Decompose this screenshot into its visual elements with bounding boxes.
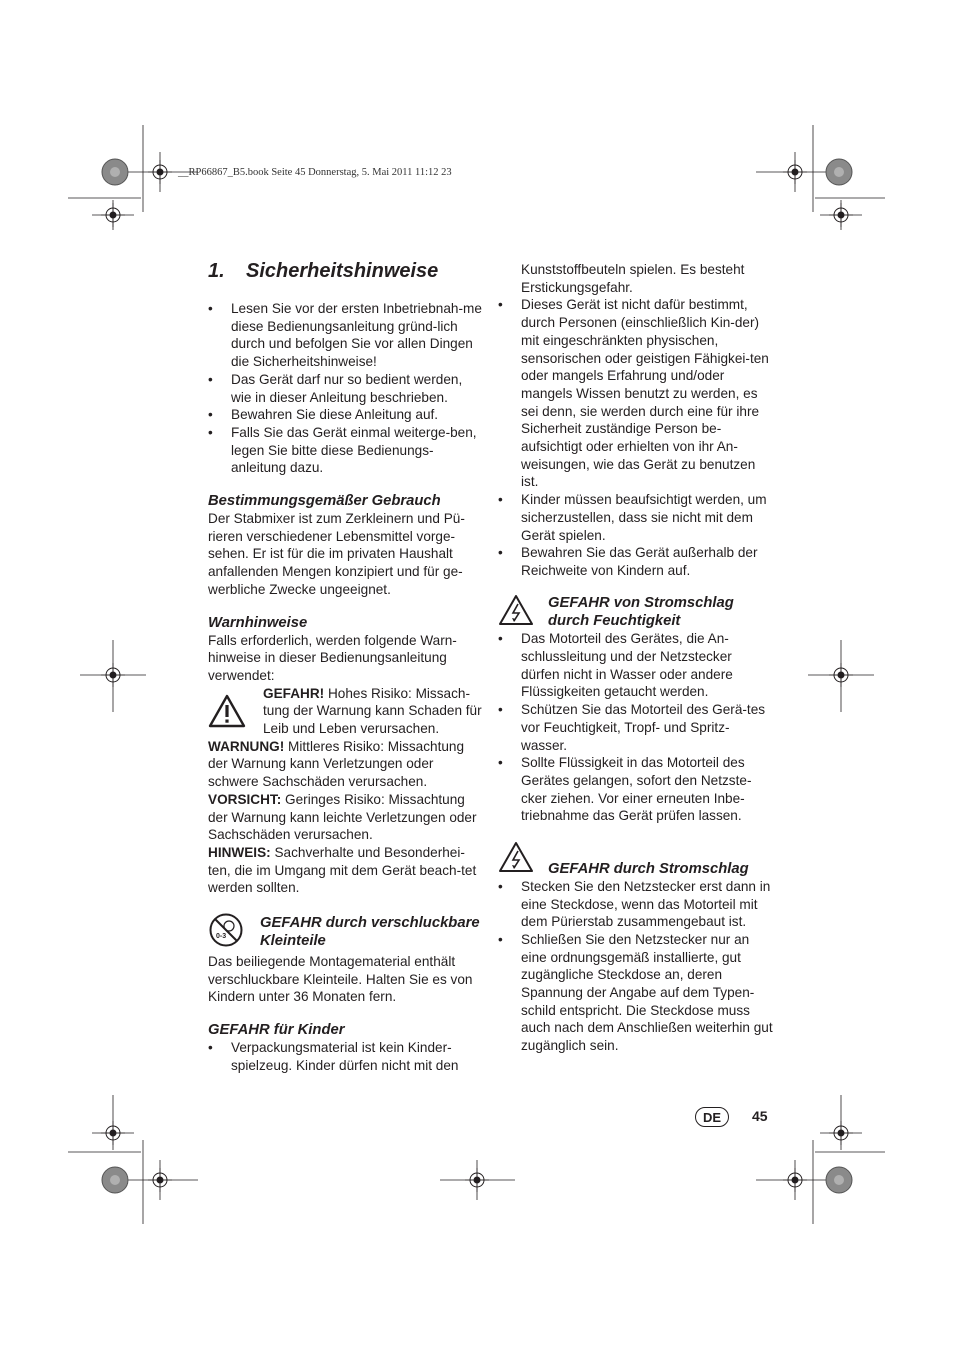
section-title <box>208 258 483 284</box>
list-item: • Kinder müssen beaufsichtigt werden, um sicherzustellen, dass sie nicht mit dem Gerät spielen. <box>498 491 773 544</box>
children-bullet-list <box>498 296 773 579</box>
danger-label: GEFAHR! <box>263 685 325 701</box>
section-title-text: Sicherheitshinweise <box>246 260 439 282</box>
intended-use-heading: Bestimmungsgemäßer Gebrauch <box>208 493 441 510</box>
list-item: • Das Gerät darf nur so bedient werden, wie in dieser Anleitung beschrieben. <box>208 371 483 406</box>
warning-triangle-icon <box>208 685 263 737</box>
list-item: • Sollte Flüssigkeit in das Motorteil des Gerätes gelangen, sofort den Netzste-cker ziehen. Vor einer erneuten Inbe-triebnahme das Gerät prüfen lassen. <box>498 754 773 825</box>
note-label: HINWEIS: <box>208 844 271 860</box>
note-text: Sachverhalte und Besonderhei-ten, die im Umgang mit dem Gerät beach-tet werden sollten. <box>208 844 477 896</box>
moisture-bullet-list <box>498 630 773 825</box>
caution-label: VORSICHT: <box>208 791 282 807</box>
continued-text: Kunststoffbeuteln spielen. Es besteht Erstickungsgefahr. <box>521 262 745 295</box>
shock-heading: GEFAHR durch Stromschlag <box>548 860 749 877</box>
danger-text: Hohes Risiko: Missach-tung der Warnung kann Schaden für Leib und Leben verursachen. <box>263 685 482 737</box>
list-item: • Verpackungsmaterial ist kein Kinder-spielzeug. Kinder dürfen nicht mit den <box>208 1039 483 1074</box>
warnings-intro: Falls erforderlich, werden folgende Warn-hinweise in dieser Bedienungsanleitung verwendet: <box>208 632 457 683</box>
right-column <box>498 261 773 1055</box>
list-item: • Das Motorteil des Gerätes, die An-schlussleitung und der Netzstecker dürfen nicht in Wasser oder andere Flüssigkeiten getaucht werden. <box>498 630 773 701</box>
list-item: • Stecken Sie den Netzstecker erst dann in eine Steckdose, wenn das Motorteil mit dem Pürierstab zusammengebaut ist. <box>498 878 773 931</box>
intro-bullet-list <box>208 300 483 477</box>
moisture-heading: GEFAHR von Stromschlag durch Feuchtigkeit <box>548 594 734 629</box>
electric-shock-icon <box>498 594 548 631</box>
small-parts-heading: GEFAHR durch verschluckbare Kleinteile <box>260 915 480 950</box>
list-item: • Schließen Sie den Netzstecker nur an eine ordnungsgemäß installierte, gut zugängliche Steckdose an, deren Spannung der Angabe auf dem Typen-schild entspricht. Die Steckdose muss auch nach dem Anschließen weiterhin gut zugänglich sein. <box>498 931 773 1055</box>
warning-label: WARNUNG! <box>208 738 285 754</box>
language-badge: DE <box>695 1107 729 1127</box>
caution-text: Geringes Risiko: Missachtung der Warnung kann leichte Verletzungen oder Sachschäden verursachen. <box>208 791 477 843</box>
list-item: • Dieses Gerät ist nicht dafür bestimmt, durch Personen (einschließlich Kin-der) mit eingeschränkten physischen, sensorischen oder geistigen Fähigkei-ten oder mangels Erfahrung und/oder mangels Wissen benutzt zu werden, es sei denn, sie werden durch eine für ihre Sicherheit zuständige Person be-aufsichtigt oder erhielten von ihr An-weisungen, wie das Gerät zu benutzen ist. <box>498 296 773 491</box>
list-item: • Lesen Sie vor der ersten Inbetriebnah-me diese Bedienungsanleitung gründ-lich durch und befolgen Sie vor allen Dingen die Sicherheitshinweise! <box>208 300 483 371</box>
list-item: • Bewahren Sie das Gerät außerhalb der Reichweite von Kindern auf. <box>498 544 773 579</box>
print-header-line: __RP66867_B5.book Seite 45 Donnerstag, 5. Mai 2011 11:12 23 <box>178 167 452 178</box>
list-item: • Bewahren Sie diese Anleitung auf. <box>208 406 483 424</box>
intended-use-text: Der Stabmixer ist zum Zerkleinern und Pü-rieren verschiedener Lebensmittel vorge-sehen. Er ist für die im privaten Haushalt anfallenden Mengen konzipiert und für ge-werbliche Zwecke ungeeignet. <box>208 511 465 597</box>
list-item: • Falls Sie das Gerät einmal weiterge-ben, legen Sie bitte diese Bedienungs-anleitung dazu. <box>208 424 483 477</box>
page-number: 45 <box>752 1108 768 1124</box>
shock-bullet-list <box>498 878 773 1055</box>
children-heading: GEFAHR für Kinder <box>208 1021 345 1038</box>
age-label: 0-3 <box>216 933 227 941</box>
small-parts-text: Das beiliegende Montagematerial enthält verschluckbare Kleinteile. Halten Sie es von Kindern unter 36 Monaten fern. <box>208 953 473 1005</box>
list-item: • Schützen Sie das Motorteil des Gerä-tes vor Feuchtigkeit, Tropf- und Spritz-wasser. <box>498 701 773 754</box>
electric-shock-icon <box>498 841 548 878</box>
warning-text: Mittleres Risiko: Missachtung der Warnung kann Verletzungen oder schwere Sachschäden verursachen. <box>208 738 465 790</box>
no-small-parts-icon <box>208 912 260 953</box>
left-column <box>208 258 483 1074</box>
section-number: 1. <box>208 260 225 282</box>
warnings-heading: Warnhinweise <box>208 614 308 631</box>
